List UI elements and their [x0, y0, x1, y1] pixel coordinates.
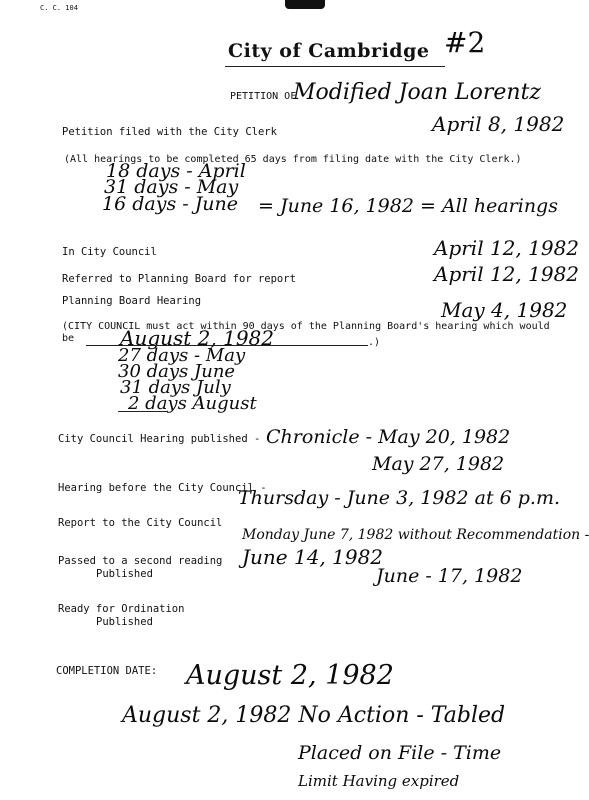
petitioner-name: Modified Joan Lorentz — [293, 80, 541, 105]
in-council-date: April 12, 1982 — [434, 236, 580, 260]
days-sum-underline — [118, 411, 168, 412]
calc-line-3: 16 days - June — [102, 193, 239, 215]
planning-label: Planning Board Hearing — [62, 295, 202, 307]
title-underline — [225, 66, 445, 67]
in-council-label: In City Council — [62, 246, 157, 258]
corner-mark: #2 — [444, 26, 486, 59]
second-published-value: June - 17, 1982 — [376, 565, 523, 587]
completion-note-2: Placed on File - Time — [298, 742, 502, 764]
act-note-be: be — [62, 333, 75, 344]
days-line-4: 2 days August — [128, 393, 257, 414]
days-line-3: 31 days July — [120, 377, 231, 398]
ordination-published-label: Published — [96, 616, 153, 628]
completion-note-1: August 2, 1982 No Action - Tabled — [122, 703, 506, 728]
act-by-date: August 2, 1982 — [120, 326, 275, 350]
completion-date: August 2, 1982 — [186, 660, 394, 691]
filed-date: April 8, 1982 — [432, 112, 565, 136]
ordination-label: Ready for Ordination — [58, 603, 185, 615]
hearings-note: (All hearings to be completed 65 days from filing date with the City Clerk.) — [64, 154, 522, 165]
second-published-label: Published — [96, 568, 153, 580]
days-line-1: 27 days - May — [118, 345, 246, 366]
act-note-close: .) — [368, 337, 381, 348]
calc-result: = June 16, 1982 = All hearings — [258, 195, 558, 217]
calc-line-2: 31 days - May — [104, 176, 239, 198]
calc-line-1: 18 days - April — [106, 160, 246, 182]
form-number: C. C. 104 — [40, 4, 78, 12]
petition-of-label: PETITION OF — [230, 91, 297, 102]
punch-mark — [285, 0, 325, 9]
filed-label: Petition filed with the City Clerk — [62, 126, 277, 138]
published-value-1: Chronicle - May 20, 1982 — [266, 426, 511, 448]
before-label: Hearing before the City Council - — [58, 482, 267, 494]
second-reading-value: June 14, 1982 — [242, 545, 384, 569]
planning-date: May 4, 1982 — [441, 298, 568, 322]
referred-date: April 12, 1982 — [434, 262, 580, 286]
published-value-2: May 27, 1982 — [372, 453, 505, 475]
act-note-line-1: (CITY COUNCIL must act within 90 days of the Planning Board's hearing which would — [62, 321, 550, 332]
report-label: Report to the City Council — [58, 517, 223, 529]
published-label: City Council Hearing published - — [58, 433, 261, 445]
second-reading-label: Passed to a second reading — [58, 555, 223, 567]
before-value: Thursday - June 3, 1982 at 6 p.m. — [238, 487, 561, 509]
days-line-2: 30 days June — [118, 361, 236, 382]
completion-label: COMPLETION DATE: — [56, 665, 158, 677]
report-value: Monday June 7, 1982 without Recommendation - — [242, 527, 589, 543]
city-title: City of Cambridge — [228, 40, 430, 62]
completion-note-3: Limit Having expired — [298, 772, 460, 790]
referred-label: Referred to Planning Board for report — [62, 273, 296, 285]
